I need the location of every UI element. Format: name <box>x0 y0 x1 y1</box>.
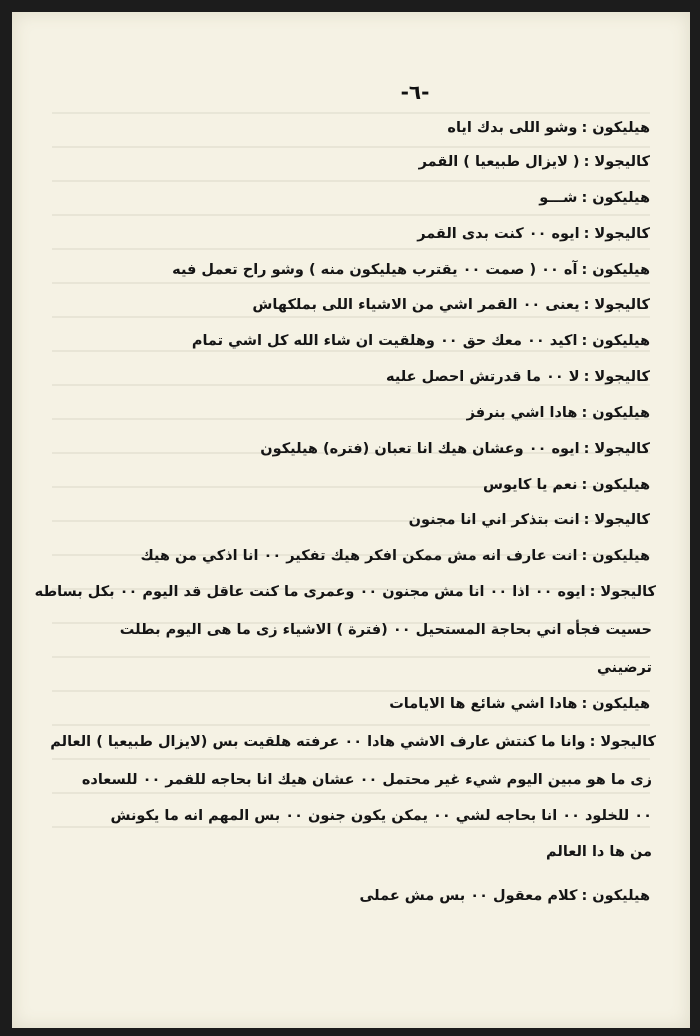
continuation-line: ترضيني <box>597 660 652 676</box>
speaker: هيليكون : <box>581 262 650 278</box>
speaker: كاليجولا : <box>589 584 656 600</box>
speaker: هيليكون : <box>581 696 650 712</box>
dialogue-line <box>419 154 650 170</box>
dialogue-line <box>252 297 650 313</box>
speech: ايوه ٠٠ كنت بدى القمر <box>417 226 580 242</box>
speech: هادا اشي شائع ها الايامات <box>389 696 578 712</box>
speaker: كاليجولا : <box>583 512 650 528</box>
speech: ايوه ٠٠ اذا ٠٠ انا مش مجنون ٠٠ وعمرى ما كنت عاقل قد اليوم ٠٠ بكل بساطه <box>34 584 586 600</box>
speaker: هيليكون : <box>581 888 650 904</box>
speech: انت بتذكر اني انا مجنون <box>408 512 580 528</box>
continuation-line: زى ما هو مبين اليوم شيء غير محتمل ٠٠ عشان هيك انا بحاجه للقمر ٠٠ للسعاده <box>81 772 652 788</box>
dialogue-line <box>447 120 650 136</box>
speaker: هيليكون : <box>581 405 650 421</box>
speaker: هيليكون : <box>581 477 650 493</box>
dialogue-line <box>192 333 650 349</box>
dialogue-line <box>539 190 650 206</box>
speech: ( لايزال طبيعيا ) القمر <box>418 154 580 170</box>
speaker: كاليجولا : <box>583 226 650 242</box>
dialogue-line <box>409 512 650 528</box>
speech: آه ٠٠ ( صمت ٠٠ يقترب هيليكون منه ) وشو راح تعمل فيه <box>172 262 578 278</box>
dialogue-line <box>140 548 650 564</box>
speaker: هيليكون : <box>581 548 650 564</box>
speech: يعنى ٠٠ القمر اشي من الاشياء اللى بملكهاش <box>252 297 580 313</box>
speech: وانا ما كنتش عارف الاشي هادا ٠٠ عرفته هلقيت بس (لايزال طبيعيا ) العالم <box>50 734 586 750</box>
dialogue-line <box>386 369 650 385</box>
dialogue-line <box>35 584 656 600</box>
speech: وشو اللى بدك اياه <box>447 120 578 136</box>
speaker: هيليكون : <box>581 120 650 136</box>
speaker: كاليجولا : <box>583 369 650 385</box>
speaker: هيليكون : <box>581 333 650 349</box>
dialogue-line <box>467 405 650 421</box>
speech: شـــو <box>539 190 578 206</box>
speaker: هيليكون : <box>581 190 650 206</box>
speech: ايوه ٠٠ وعشان هيك انا تعبان (فتره) هيليكون <box>260 441 580 457</box>
dialogue-line <box>360 888 650 904</box>
page-number: -٦- <box>400 80 430 104</box>
dialogue-line <box>417 226 650 242</box>
speech: انت عارف انه مش ممكن افكر هيك تفكير ٠٠ انا اذكي من هيك <box>140 548 578 564</box>
dialogue-line <box>50 734 656 750</box>
speaker: كاليجولا : <box>589 734 656 750</box>
continuation-line: ٠٠ للخلود ٠٠ انا بحاجه لشي ٠٠ يمكن يكون جنون ٠٠ بس المهم انه ما يكونش <box>110 808 652 824</box>
dialogue-line <box>260 441 650 457</box>
speaker: كاليجولا : <box>583 297 650 313</box>
dialogue-line <box>389 696 650 712</box>
continuation-line: حسيت فجأه اني بحاجة المستحيل ٠٠ (فترة ) الاشياء زى ما هى اليوم بطلت <box>119 622 652 638</box>
speech: هادا اشي بنرفز <box>466 405 578 421</box>
dialogue-line <box>483 477 650 493</box>
speech: اكيد ٠٠ معك حق ٠٠ وهلقيت ان شاء الله كل اشي تمام <box>191 333 578 349</box>
speaker: كاليجولا : <box>583 154 650 170</box>
speech: كلام معقول ٠٠ بس مش عملى <box>359 888 578 904</box>
speech: لا ٠٠ ما قدرتش احصل عليه <box>386 369 580 385</box>
dialogue-line <box>172 262 650 278</box>
continuation-line: من ها دا العالم <box>546 844 652 860</box>
speaker: كاليجولا : <box>583 441 650 457</box>
speech: نعم يا كايوس <box>483 477 578 493</box>
